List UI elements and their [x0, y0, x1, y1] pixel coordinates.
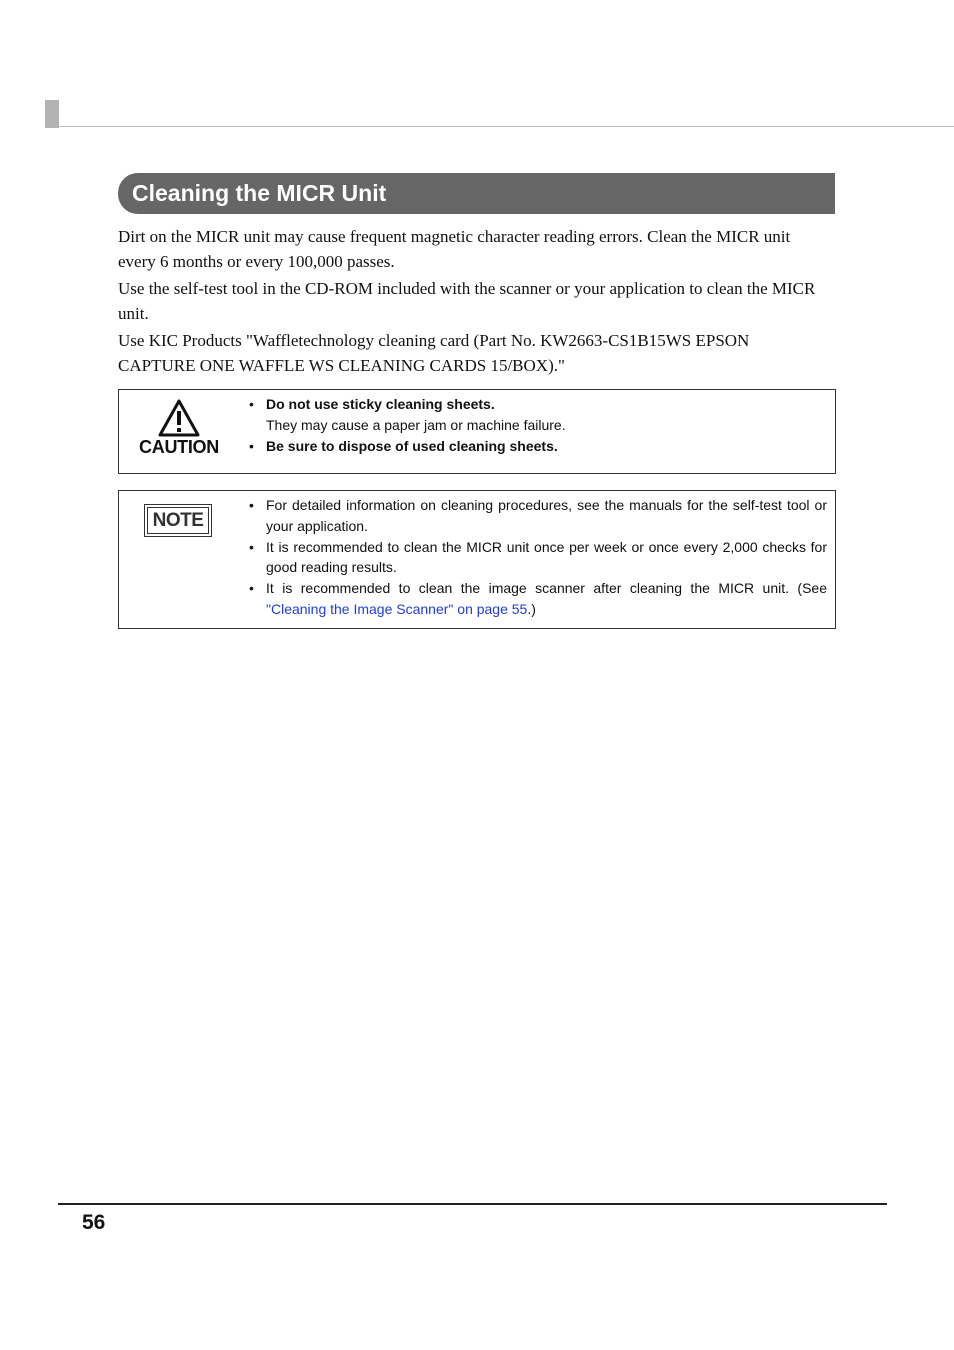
- section-heading: Cleaning the MICR Unit: [118, 173, 835, 214]
- note-item-end: .): [527, 600, 536, 617]
- caution-item-heading: Be sure to dispose of used cleaning sheets.: [266, 437, 558, 454]
- caution-label: CAUTION: [139, 437, 219, 457]
- paragraph-micr-dirt: Dirt on the MICR unit may cause frequent magnetic character reading errors. Clean the MICR unit every 6 months or every 100,000 passes.: [118, 227, 791, 271]
- note-item: • For detailed information on cleaning procedures, see the manuals for the self-test tool or your application.: [247, 495, 827, 537]
- note-item: [247, 578, 827, 620]
- footer-rule: [58, 1203, 887, 1205]
- paragraph-self-test-tool: Use the self-test tool in the CD-ROM included with the scanner or your application to clean the MICR unit.: [118, 279, 816, 323]
- header-rule: [59, 126, 954, 127]
- note-item: • It is recommended to clean the MICR unit once per week or once every 2,000 checks for good reading results.: [247, 537, 827, 579]
- caution-box: [118, 389, 836, 474]
- page-number: 56: [82, 1211, 106, 1234]
- note-list: [247, 495, 827, 620]
- caution-item: [247, 436, 827, 457]
- caution-item-detail: They may cause a paper jam or machine failure.: [266, 416, 566, 433]
- note-box: [118, 490, 836, 629]
- warning-triangle-icon: [157, 398, 201, 438]
- page-tab-marker: [45, 100, 59, 128]
- paragraph-kic-products: Use KIC Products "Waffletechnology cleaning card (Part No. KW2663-CS1B15WS EPSON CAPTURE ONE WAFFLE WS CLEANING CARDS 15/BOX).": [118, 331, 750, 375]
- caution-list: [247, 394, 827, 456]
- note-icon: [144, 504, 212, 537]
- note-label: NOTE: [147, 507, 209, 534]
- caution-badge: [135, 398, 223, 458]
- caution-item-heading: Do not use sticky cleaning sheets.: [266, 396, 495, 412]
- caution-item: [247, 394, 827, 436]
- note-item-text: It is recommended to clean the image scanner after cleaning the MICR unit. (See: [266, 580, 827, 597]
- cross-reference-link[interactable]: "Cleaning the Image Scanner" on page 55: [266, 600, 528, 617]
